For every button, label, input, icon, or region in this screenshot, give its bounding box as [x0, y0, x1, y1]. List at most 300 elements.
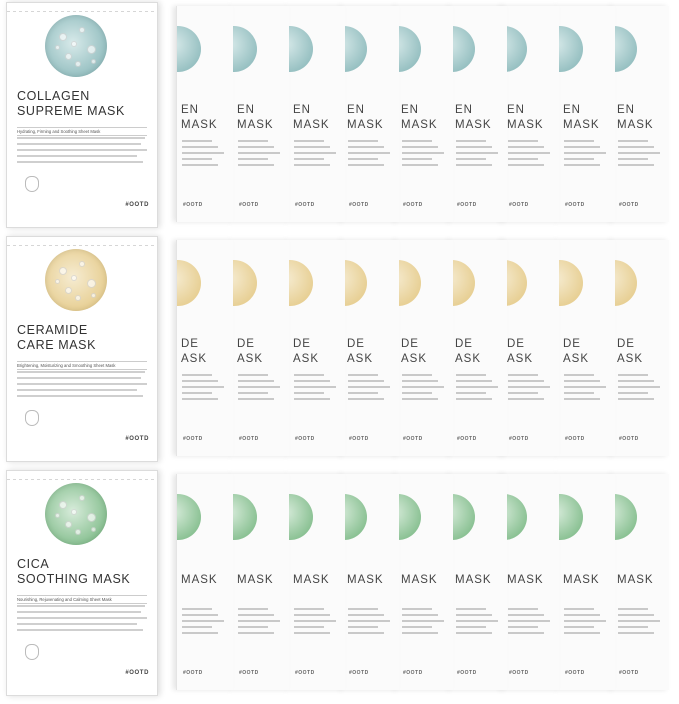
peek-text-line: [182, 632, 218, 634]
stacked-packet-edge: [558, 474, 615, 690]
bubble-dot: [71, 275, 77, 281]
peek-text-line: [564, 620, 606, 622]
stacked-packet-edge: [396, 6, 453, 222]
peek-text-line: [402, 164, 438, 166]
peek-text-line: [564, 626, 594, 628]
cica-bubble-icon: [45, 483, 107, 545]
peek-brand-logo: #OOTD: [349, 436, 369, 442]
peek-text-line: [402, 632, 438, 634]
peek-text-line: [238, 386, 280, 388]
title-line-1: COLLAGEN: [17, 89, 90, 103]
stacked-packet-edge: [176, 474, 233, 690]
stacked-packet-edge: [288, 474, 345, 690]
peek-text-line: [238, 380, 274, 382]
bubble-edge-icon: [612, 26, 637, 72]
peek-text-line: [618, 386, 660, 388]
stacked-packet-edge: [558, 240, 615, 456]
peek-text-line: [238, 374, 268, 376]
peek-title: DE: [347, 338, 365, 350]
peek-title: MASK: [401, 574, 438, 586]
bubble-dot: [87, 513, 96, 522]
peek-brand-logo: #OOTD: [565, 202, 585, 208]
peek-title-line-2: ASK: [455, 353, 482, 365]
bubble-texture: [45, 249, 107, 311]
bubble-dot: [65, 287, 72, 294]
peek-text-line: [456, 614, 492, 616]
peek-title: DE: [237, 338, 255, 350]
packet-tagline: Hydrating, Firming and Soothing Sheet Mask: [17, 127, 147, 136]
bubble-edge-icon: [558, 260, 583, 306]
bubble-dot: [59, 267, 67, 275]
peek-title: MASK: [563, 574, 600, 586]
peek-title-line-2: MASK: [617, 119, 654, 131]
peek-title: DE: [455, 338, 473, 350]
brand-logo: #OOTD: [125, 202, 149, 208]
peek-title-line-2: ASK: [181, 353, 208, 365]
bubble-dot: [79, 495, 85, 501]
peek-title: MASK: [347, 574, 384, 586]
peek-title: DE: [617, 338, 635, 350]
bubble-dot: [79, 27, 85, 33]
peek-text-line: [294, 398, 330, 400]
peek-text-line: [564, 374, 594, 376]
peek-brand-logo: #OOTD: [565, 436, 585, 442]
bubble-dot: [75, 529, 81, 535]
peek-text-line: [564, 140, 594, 142]
bubble-dot: [79, 261, 85, 267]
peek-title: MASK: [455, 574, 492, 586]
bubble-dot: [87, 45, 96, 54]
peek-text-line: [348, 146, 384, 148]
peek-text-line: [456, 626, 486, 628]
peek-brand-logo: #OOTD: [183, 202, 203, 208]
peek-text-line: [456, 386, 498, 388]
peek-text-line: [348, 632, 384, 634]
stacked-packet-edge: [396, 240, 453, 456]
peek-brand-logo: #OOTD: [403, 670, 423, 676]
peek-text-line: [294, 152, 336, 154]
peek-title: MASK: [507, 574, 544, 586]
bubble-edge-icon: [558, 26, 583, 72]
bubble-edge-icon: [232, 26, 257, 72]
bubble-edge-icon: [232, 494, 257, 540]
peek-text-line: [294, 620, 336, 622]
peek-text-line: [238, 158, 268, 160]
bubble-texture: [45, 15, 107, 77]
peek-text-line: [402, 152, 444, 154]
ceramide-mask-row: [0, 234, 679, 466]
peek-title: MASK: [181, 574, 218, 586]
collagen-mask-packet: [6, 2, 158, 228]
peek-text-line: [564, 146, 600, 148]
peek-text-line: [564, 152, 606, 154]
bubble-edge-icon: [450, 260, 475, 306]
peek-brand-logo: #OOTD: [183, 436, 203, 442]
title-line-1: CICA: [17, 557, 50, 571]
peek-text-line: [564, 608, 594, 610]
peek-text-line: [618, 380, 654, 382]
peek-text-line: [182, 380, 218, 382]
face-mask-icon: [25, 176, 39, 192]
peek-brand-logo: #OOTD: [239, 436, 259, 442]
peek-text-line: [182, 620, 224, 622]
peek-title-line-2: MASK: [455, 119, 492, 131]
stacked-packet-edge: [450, 240, 507, 456]
brand-logo: #OOTD: [125, 436, 149, 442]
ingredient-description: [17, 137, 147, 167]
peek-brand-logo: #OOTD: [509, 436, 529, 442]
bubble-texture: [45, 483, 107, 545]
peek-text-line: [564, 164, 600, 166]
peek-text-line: [238, 620, 280, 622]
peek-text-line: [402, 386, 444, 388]
bubble-edge-icon: [396, 26, 421, 72]
peek-brand-logo: #OOTD: [295, 436, 315, 442]
peek-brand-logo: #OOTD: [183, 670, 203, 676]
bubble-dot: [91, 527, 96, 532]
peek-text-line: [238, 632, 274, 634]
bubble-edge-icon: [176, 26, 201, 72]
peek-text-line: [456, 398, 492, 400]
peek-text-line: [508, 140, 538, 142]
peek-text-line: [508, 158, 538, 160]
peek-text-line: [238, 146, 274, 148]
ingredient-description: [17, 371, 147, 401]
stacked-packet-edge: [288, 240, 345, 456]
peek-text-line: [508, 632, 544, 634]
peek-text-line: [294, 164, 330, 166]
peek-text-line: [238, 392, 268, 394]
peek-text-line: [508, 398, 544, 400]
peek-text-line: [294, 380, 330, 382]
peek-text-line: [618, 140, 648, 142]
peek-text-line: [402, 626, 432, 628]
bubble-dot: [91, 59, 96, 64]
peek-text-line: [508, 614, 544, 616]
peek-title-line-2: ASK: [347, 353, 374, 365]
stacked-packet-edge: [342, 6, 399, 222]
peek-text-line: [564, 392, 594, 394]
bubble-edge-icon: [396, 494, 421, 540]
peek-title: EN: [455, 104, 473, 116]
bubble-dot: [55, 45, 60, 50]
bubble-edge-icon: [232, 260, 257, 306]
peek-text-line: [238, 608, 268, 610]
stacked-packet-edge: [558, 6, 615, 222]
cica-mask-row: [0, 468, 679, 700]
peek-text-line: [182, 614, 218, 616]
peek-text-line: [348, 152, 390, 154]
peek-text-line: [456, 164, 492, 166]
peek-title: DE: [181, 338, 199, 350]
peek-text-line: [618, 620, 660, 622]
peek-text-line: [238, 164, 274, 166]
packet-tagline: Nourishing, Rejuvenating and Calming Sheet Mask: [17, 595, 147, 604]
peek-text-line: [238, 398, 274, 400]
peek-title: EN: [293, 104, 311, 116]
peek-text-line: [402, 380, 438, 382]
peek-text-line: [508, 626, 538, 628]
peek-title: EN: [563, 104, 581, 116]
peek-text-line: [348, 140, 378, 142]
peek-text-line: [456, 374, 486, 376]
peek-brand-logo: #OOTD: [295, 202, 315, 208]
peek-title-line-2: MASK: [507, 119, 544, 131]
peek-text-line: [618, 608, 648, 610]
peek-title-line-2: MASK: [181, 119, 218, 131]
stacked-packet-edge: [232, 474, 289, 690]
bubble-edge-icon: [450, 26, 475, 72]
peek-text-line: [508, 608, 538, 610]
bubble-dot: [71, 509, 77, 515]
peek-text-line: [564, 398, 600, 400]
peek-brand-logo: #OOTD: [403, 202, 423, 208]
peek-text-line: [402, 140, 432, 142]
title-line-2: SUPREME MASK: [17, 104, 125, 118]
bubble-edge-icon: [558, 494, 583, 540]
brand-logo: #OOTD: [125, 670, 149, 676]
stacked-packet-edge: [450, 6, 507, 222]
peek-text-line: [456, 632, 492, 634]
stacked-packet-edge: [232, 6, 289, 222]
bubble-dot: [71, 41, 77, 47]
peek-title-line-2: ASK: [237, 353, 264, 365]
peek-brand-logo: #OOTD: [457, 202, 477, 208]
peek-text-line: [294, 632, 330, 634]
stacked-packet-edge: [176, 240, 233, 456]
peek-brand-logo: #OOTD: [295, 670, 315, 676]
bubble-edge-icon: [176, 260, 201, 306]
peek-text-line: [618, 632, 654, 634]
peek-text-line: [348, 392, 378, 394]
collagen-mask-row: [0, 0, 679, 232]
peek-text-line: [508, 146, 544, 148]
packet-tagline: Brightening, Moisturizing and Smoothing Sheet Mask: [17, 361, 147, 370]
peek-text-line: [348, 164, 384, 166]
stacked-packet-edge: [176, 6, 233, 222]
bubble-edge-icon: [342, 260, 367, 306]
bubble-edge-icon: [450, 494, 475, 540]
peek-text-line: [182, 626, 212, 628]
peek-brand-logo: #OOTD: [619, 436, 639, 442]
peek-brand-logo: #OOTD: [403, 436, 423, 442]
peek-text-line: [182, 608, 212, 610]
bubble-edge-icon: [288, 494, 313, 540]
peek-text-line: [564, 158, 594, 160]
peek-text-line: [294, 374, 324, 376]
peek-text-line: [238, 152, 280, 154]
face-mask-icon: [25, 644, 39, 660]
bubble-edge-icon: [342, 26, 367, 72]
peek-text-line: [618, 626, 648, 628]
peek-title-line-2: MASK: [563, 119, 600, 131]
peek-brand-logo: #OOTD: [457, 436, 477, 442]
tear-line: [7, 11, 157, 12]
peek-text-line: [402, 614, 438, 616]
peek-text-line: [564, 380, 600, 382]
stacked-packet-edge: [232, 240, 289, 456]
peek-text-line: [182, 146, 218, 148]
peek-text-line: [402, 146, 438, 148]
peek-text-line: [456, 158, 486, 160]
peek-text-line: [294, 140, 324, 142]
peek-text-line: [508, 374, 538, 376]
peek-text-line: [348, 380, 384, 382]
bubble-dot: [75, 61, 81, 67]
peek-title: MASK: [617, 574, 654, 586]
peek-title-line-2: ASK: [507, 353, 534, 365]
peek-text-line: [456, 380, 492, 382]
stacked-packet-edge: [502, 474, 559, 690]
peek-title: DE: [507, 338, 525, 350]
collagen-bubble-icon: [45, 15, 107, 77]
ceramide-bubble-icon: [45, 249, 107, 311]
peek-text-line: [348, 608, 378, 610]
stacked-packet-edge: [396, 474, 453, 690]
face-mask-icon: [25, 410, 39, 426]
peek-text-line: [508, 152, 550, 154]
bubble-edge-icon: [612, 260, 637, 306]
peek-brand-logo: #OOTD: [239, 670, 259, 676]
peek-title: EN: [347, 104, 365, 116]
peek-text-line: [456, 620, 498, 622]
peek-text-line: [182, 140, 212, 142]
peek-text-line: [182, 398, 218, 400]
peek-text-line: [402, 374, 432, 376]
peek-title-line-2: MASK: [347, 119, 384, 131]
bubble-edge-icon: [288, 26, 313, 72]
peek-brand-logo: #OOTD: [509, 202, 529, 208]
peek-brand-logo: #OOTD: [349, 202, 369, 208]
peek-title: MASK: [293, 574, 330, 586]
peek-text-line: [402, 392, 432, 394]
peek-text-line: [456, 608, 486, 610]
peek-brand-logo: #OOTD: [619, 202, 639, 208]
stacked-packet-edge: [502, 240, 559, 456]
peek-text-line: [564, 614, 600, 616]
bubble-dot: [55, 279, 60, 284]
peek-title-line-2: ASK: [401, 353, 428, 365]
peek-text-line: [508, 164, 544, 166]
packet-title: [17, 89, 151, 119]
peek-brand-logo: #OOTD: [619, 670, 639, 676]
stacked-packet-edge: [612, 240, 669, 456]
peek-text-line: [508, 386, 550, 388]
peek-text-line: [402, 608, 432, 610]
peek-title: EN: [401, 104, 419, 116]
peek-title: MASK: [237, 574, 274, 586]
stacked-packet-edge: [342, 240, 399, 456]
bubble-edge-icon: [612, 494, 637, 540]
peek-text-line: [182, 374, 212, 376]
peek-text-line: [294, 158, 324, 160]
peek-text-line: [238, 626, 268, 628]
packet-title: [17, 323, 151, 353]
ingredient-description: [17, 605, 147, 635]
title-line-2: SOOTHING MASK: [17, 572, 131, 586]
peek-text-line: [238, 614, 274, 616]
peek-text-line: [618, 152, 660, 154]
bubble-edge-icon: [288, 260, 313, 306]
peek-title: DE: [401, 338, 419, 350]
bubble-edge-icon: [342, 494, 367, 540]
stacked-packet-edge: [612, 474, 669, 690]
peek-text-line: [294, 614, 330, 616]
bubble-dot: [59, 33, 67, 41]
bubble-edge-icon: [396, 260, 421, 306]
peek-title: EN: [237, 104, 255, 116]
peek-title: DE: [563, 338, 581, 350]
peek-text-line: [402, 620, 444, 622]
stacked-packet-edge: [450, 474, 507, 690]
peek-text-line: [618, 164, 654, 166]
peek-text-line: [508, 380, 544, 382]
tear-line: [7, 479, 157, 480]
bubble-dot: [75, 295, 81, 301]
tear-line: [7, 245, 157, 246]
bubble-dot: [87, 279, 96, 288]
peek-brand-logo: #OOTD: [565, 670, 585, 676]
peek-title-line-2: ASK: [563, 353, 590, 365]
peek-text-line: [348, 386, 390, 388]
peek-text-line: [182, 392, 212, 394]
peek-text-line: [618, 614, 654, 616]
peek-text-line: [456, 146, 492, 148]
peek-text-line: [456, 392, 486, 394]
ceramide-mask-packet: [6, 236, 158, 462]
peek-text-line: [348, 620, 390, 622]
bubble-dot: [91, 293, 96, 298]
peek-text-line: [182, 164, 218, 166]
peek-text-line: [618, 146, 654, 148]
peek-text-line: [618, 392, 648, 394]
peek-text-line: [294, 626, 324, 628]
peek-text-line: [508, 392, 538, 394]
bubble-dot: [65, 53, 72, 60]
peek-text-line: [294, 386, 336, 388]
peek-text-line: [182, 152, 224, 154]
packet-title: [17, 557, 151, 587]
bubble-dot: [65, 521, 72, 528]
peek-text-line: [564, 386, 606, 388]
peek-title: EN: [181, 104, 199, 116]
peek-text-line: [238, 140, 268, 142]
peek-title-line-2: MASK: [237, 119, 274, 131]
peek-text-line: [456, 152, 498, 154]
peek-brand-logo: #OOTD: [239, 202, 259, 208]
peek-text-line: [618, 398, 654, 400]
peek-text-line: [618, 374, 648, 376]
peek-title-line-2: MASK: [293, 119, 330, 131]
peek-text-line: [402, 398, 438, 400]
peek-text-line: [618, 158, 648, 160]
peek-text-line: [348, 374, 378, 376]
title-line-1: CERAMIDE: [17, 323, 88, 337]
peek-text-line: [348, 398, 384, 400]
peek-text-line: [348, 158, 378, 160]
title-line-2: CARE MASK: [17, 338, 97, 352]
stacked-packet-edge: [502, 6, 559, 222]
bubble-dot: [59, 501, 67, 509]
peek-text-line: [294, 392, 324, 394]
peek-title: DE: [293, 338, 311, 350]
peek-text-line: [456, 140, 486, 142]
peek-title: EN: [507, 104, 525, 116]
peek-text-line: [508, 620, 550, 622]
stacked-packet-edge: [612, 6, 669, 222]
peek-title: EN: [617, 104, 635, 116]
stacked-packet-edge: [342, 474, 399, 690]
